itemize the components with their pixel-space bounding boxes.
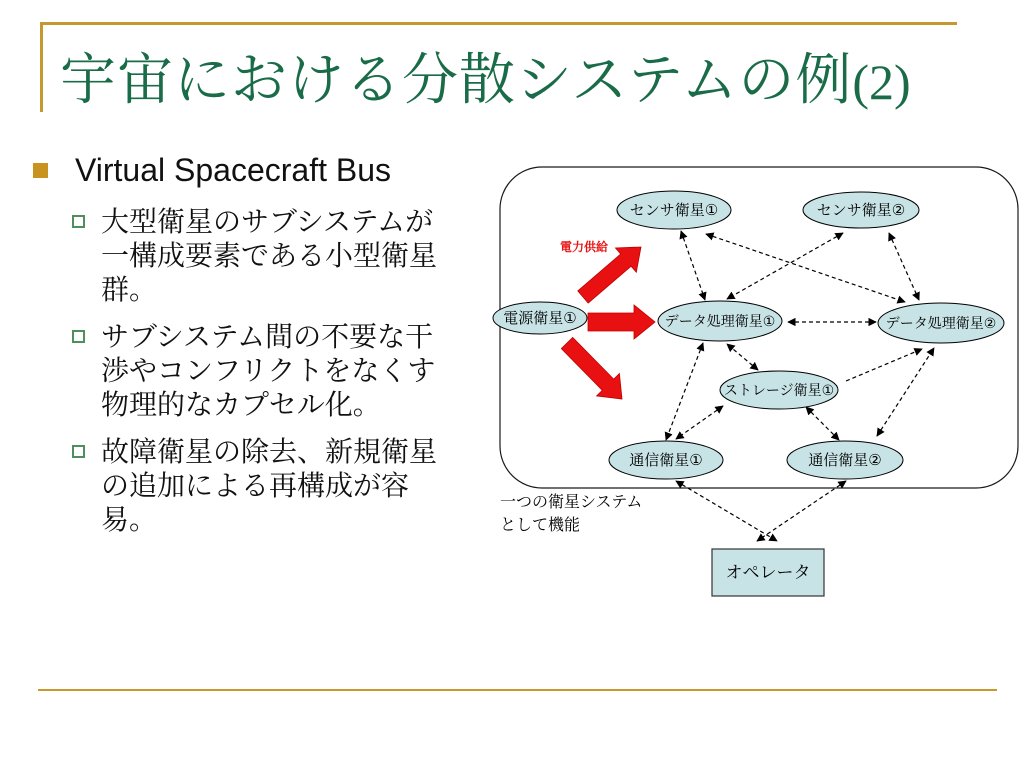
- node-comm1-label: 通信衛星①: [629, 452, 703, 469]
- title-top-rule: [40, 22, 957, 25]
- satellite-system-diagram: [470, 160, 1024, 630]
- page-title-text: 宇宙における分散システムの例: [60, 48, 853, 111]
- level1-bullet: [33, 152, 473, 189]
- link-comm2-operator: [757, 481, 846, 541]
- node-data2-label: データ処理衛星②: [885, 315, 997, 331]
- node-sensor1-label: センサ衛星①: [629, 202, 719, 219]
- level1-bullet-text: Virtual Spacecraft Bus: [75, 152, 392, 188]
- title-left-rule: [40, 22, 43, 112]
- operator-label: オペレータ: [725, 563, 811, 582]
- sub-bullet-square-icon: [72, 215, 85, 228]
- bullet-item-text: サブシステム間の不要な干渉やコンフリクトをなくす物理的なカプセル化。: [101, 321, 436, 420]
- link-comm1-operator: [676, 481, 777, 541]
- node-storage1-label: ストレージ衛星①: [723, 382, 835, 398]
- sub-bullet-square-icon: [72, 330, 85, 343]
- system-caption-line2: として機能: [500, 517, 581, 534]
- bullet-item: [33, 320, 473, 422]
- node-data1-label: データ処理衛星①: [664, 313, 776, 329]
- page-title: [60, 36, 911, 116]
- node-sensor2-label: センサ衛星②: [816, 202, 906, 219]
- bullet-item: [33, 205, 473, 307]
- bullet-item-text: 大型衛星のサブシステムが一構成要素である小型衛星群。: [101, 206, 438, 305]
- node-power1-label: 電源衛星①: [503, 310, 577, 327]
- bullet-square-icon: [33, 163, 48, 178]
- system-caption-line1: 一つの衛星システム: [500, 494, 643, 511]
- bullet-item: [33, 435, 473, 537]
- bullet-list: [33, 152, 473, 550]
- power-supply-label: 電力供給: [560, 240, 609, 254]
- sub-bullet-square-icon: [72, 445, 85, 458]
- bullet-item-text: 故障衛星の除去、新規衛星の追加による再構成が容易。: [101, 436, 438, 535]
- node-comm2-label: 通信衛星②: [808, 452, 882, 469]
- page-title-suffix: (2): [852, 54, 911, 110]
- footer-rule: [38, 689, 997, 691]
